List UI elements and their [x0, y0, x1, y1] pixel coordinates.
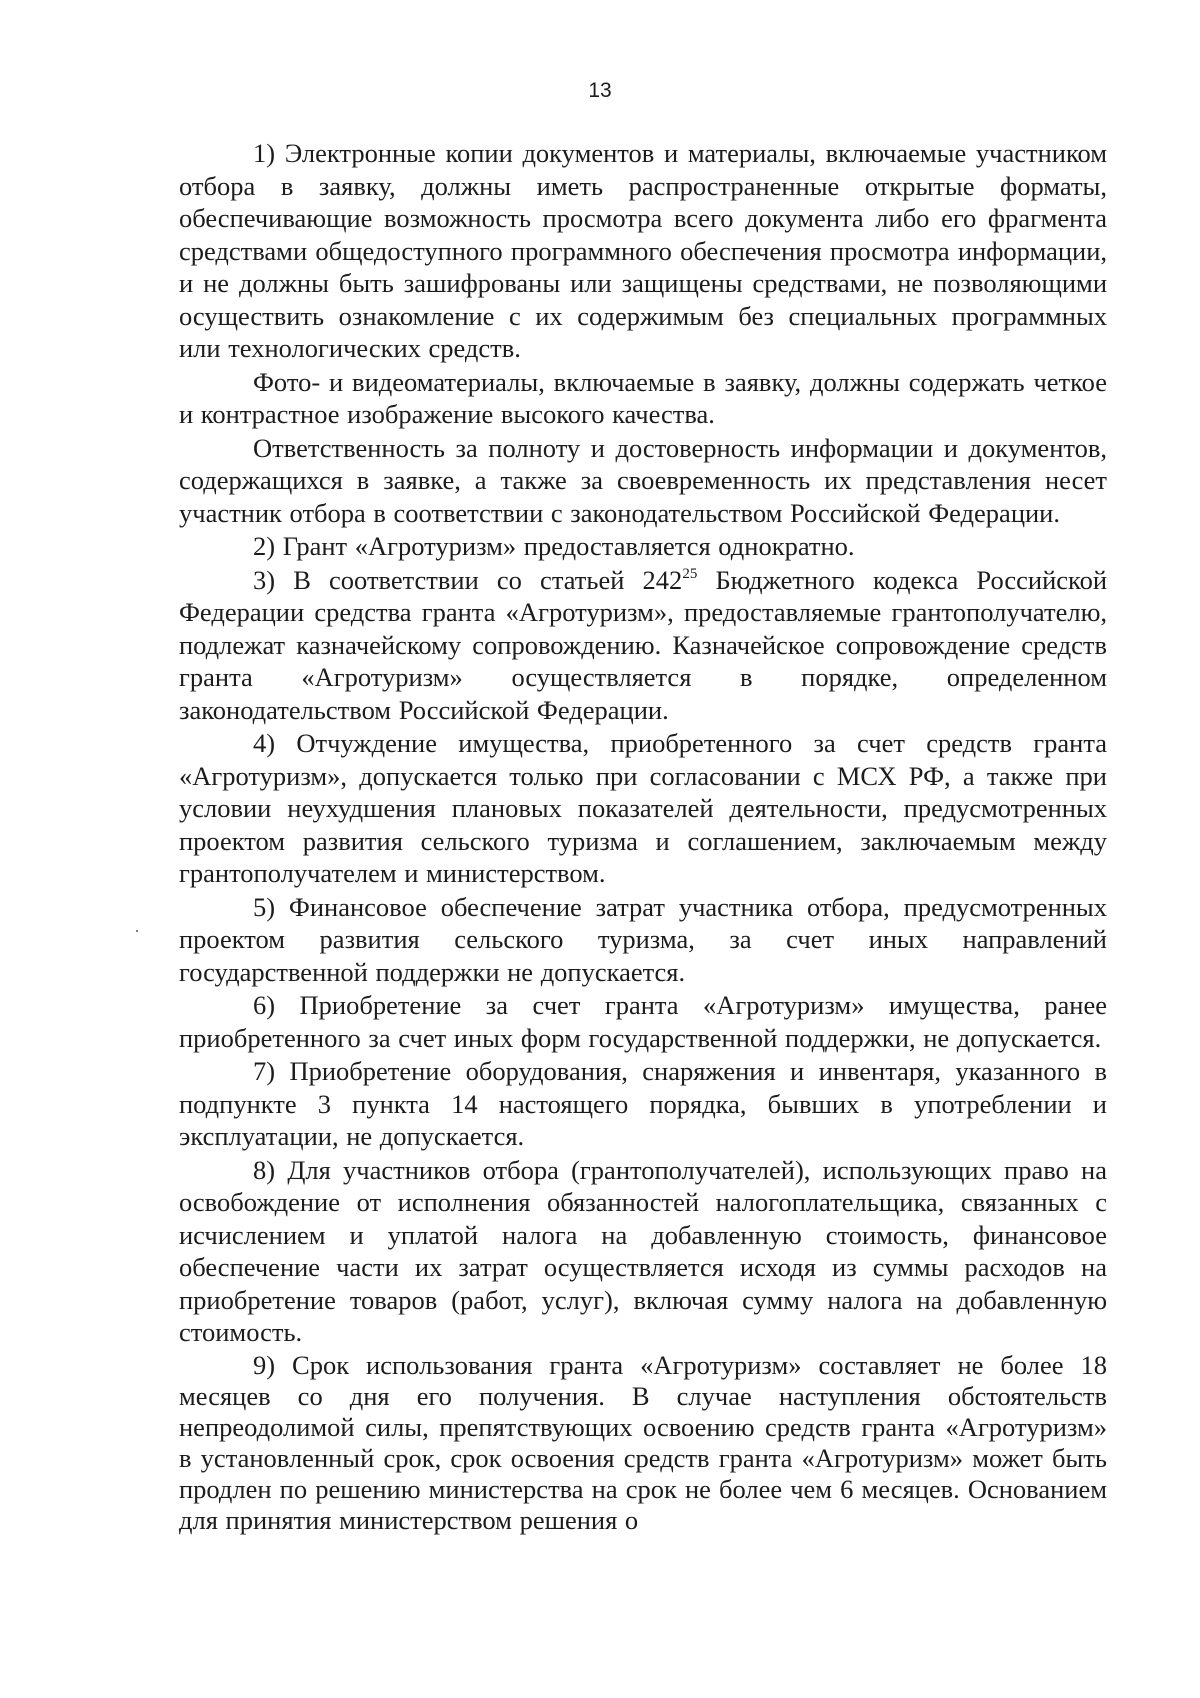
paragraph-treasury-support [179, 564, 1107, 727]
scan-mark [136, 930, 138, 932]
article-superscript: 25 [682, 565, 698, 582]
paragraph-grant-term: 9) Срок использования гранта «Агротуризм» составляет не более 18 месяцев со дня его получения. В случае наступления обстоятельств непреодолимой силы, препятствующих освоению средств гранта «Агротуризм» в установленный срок, срок освоения средств гранта «Агротуризм» может быть продлен по решению министерства на срок не более чем 6 месяцев. Основанием для принятия министерством решения о [179, 1349, 1107, 1535]
paragraph-treasury-support-start: 3) В соответствии со статьей 242 [253, 564, 683, 595]
paragraph-one-time-grant: 2) Грант «Агротуризм» предоставляется однократно. [253, 531, 855, 561]
paragraph-no-double-funding: 5) Финансовое обеспечение затрат участника отбора, предусмотренных проектом развития сельского туризма, за счет иных направлений государственной поддержки не допускается. [179, 891, 1107, 987]
paragraph-electronic-copies: 1) Электронные копии документов и материалы, включаемые участником отбора в заявку, должны иметь распространенные открытые форматы, обеспечивающие возможность просмотра всего документа либо его фрагмента средствами общедоступного программного обеспечения просмотра информации, и не должны быть зашифрованы или защищены средствами, не позволяющими осуществить ознакомление с их содержимым без специальных программных или технологических средств. [179, 138, 1107, 363]
paragraph-no-repurchase: 6) Приобретение за счет гранта «Агротуризм» имущества, ранее приобретенного за счет иных форм государственной поддержки, не допускается. [179, 990, 1107, 1053]
paragraph-vat-exemption: 8) Для участников отбора (грантополучателей), использующих право на освобождение от исполнения обязанностей налогоплательщика, связанных с исчислением и уплатой налога на добавленную стоимость, финансовое обеспечение части их затрат осуществляется исходя из суммы расходов на приобретение товаров (работ, услуг), включая сумму налога на добавленную стоимость. [179, 1154, 1107, 1347]
paragraph-treasury-support-end: Бюджетного кодекса Российской Федерации средства гранта «Агротуризм», предоставляемые грантополучателю, подлежат казначейскому сопровождению. Казначейское сопровождение средств гранта «Агротуризм» осуществляется в порядке, определенном законодательством Российской Федерации. [179, 564, 1107, 725]
paragraph-no-used-equipment: 7) Приобретение оборудования, снаряжения и инвентаря, указанного в подпункте 3 пункта 14 настоящего порядка, бывших в употреблении и эксплуатации, не допускается. [179, 1056, 1107, 1151]
paragraph-responsibility: Ответственность за полноту и достоверность информации и документов, содержащихся в заявке, а также за своевременность их представления несет участник отбора в соответствии с законодательством Российской Федерации. [179, 432, 1107, 528]
paragraph-photo-video: Фото- и видеоматериалы, включаемые в заявку, должны содержать четкое и контрастное изображение высокого качества. [179, 366, 1107, 429]
page-number: 13 [588, 79, 612, 102]
document-body [179, 137, 1107, 1536]
paragraph-property-alienation: 4) Отчуждение имущества, приобретенного за счет средств гранта «Агротуризм», допускается только при согласовании с МСХ РФ, а также при условии неухудшения плановых показателей деятельности, предусмотренных проектом развития сельского туризма и соглашением, заключаемым между грантополучателем и министерством. [179, 728, 1107, 888]
